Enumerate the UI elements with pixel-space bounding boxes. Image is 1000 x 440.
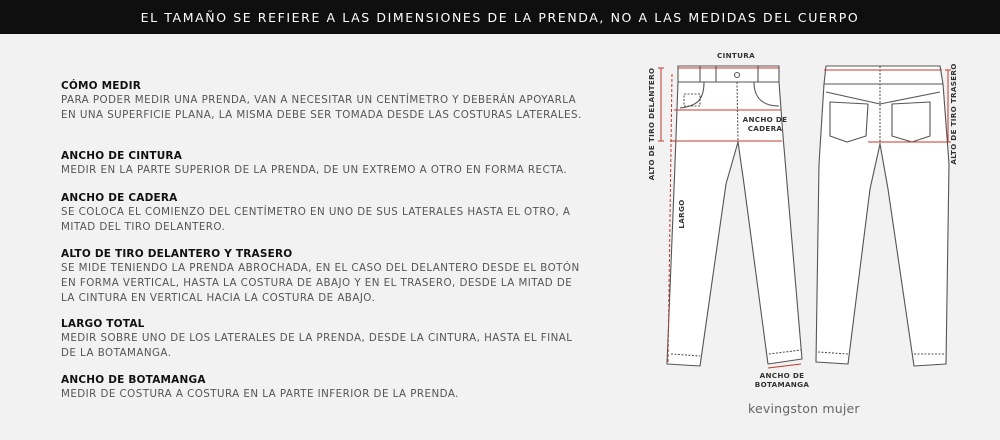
section-body-line: SE COLOCA EL COMIENZO DEL CENTÍMETRO EN UNO DE SUS LATERALES HASTA EL OTRO, A xyxy=(61,206,571,218)
section-como-medir xyxy=(61,80,611,123)
label-largo: LARGO xyxy=(677,199,686,229)
botamanga-measure-line xyxy=(768,364,801,368)
label-botamanga-line2: BOTAMANGA xyxy=(754,380,810,389)
banner-text: EL TAMAÑO SE REFIERE A LAS DIMENSIONES DE LA PRENDA, NO A LAS MEDIDAS DEL CUERPO xyxy=(140,9,860,25)
back-pants-illustration xyxy=(816,66,949,366)
label-tiro-delantero: ALTO DE TIRO DELANTERO xyxy=(647,67,656,181)
section-body xyxy=(61,93,611,123)
section-ancho-cintura xyxy=(61,150,611,178)
section-title: CÓMO MEDIR xyxy=(61,80,141,92)
section-title: LARGO TOTAL xyxy=(61,318,145,330)
section-body-line: EN FORMA VERTICAL, HASTA LA COSTURA DE ABAJO Y EN EL TRASERO, DESDE LA MITAD DE xyxy=(61,277,573,289)
section-body xyxy=(61,163,611,178)
section-body-line: PARA PODER MEDIR UNA PRENDA, VAN A NECESITAR UN CENTÍMETRO Y DEBERÁN APOYARLA xyxy=(61,94,577,106)
section-title: ANCHO DE CADERA xyxy=(61,192,178,204)
jeans-measurement-diagram xyxy=(640,44,980,394)
brand-logo: kevingston mujer xyxy=(748,401,860,416)
section-body-line: MITAD DEL TIRO DELANTERO. xyxy=(61,221,226,233)
section-body-line: MEDIR SOBRE UNO DE LOS LATERALES DE LA PRENDA, DESDE LA CINTURA, HASTA EL FINAL xyxy=(61,332,573,344)
section-body xyxy=(61,261,611,306)
section-largo-total xyxy=(61,318,611,361)
section-title: ANCHO DE CINTURA xyxy=(61,150,183,162)
section-body xyxy=(61,331,611,361)
section-body-line: MEDIR DE COSTURA A COSTURA EN LA PARTE INFERIOR DE LA PRENDA. xyxy=(61,388,459,400)
section-body-line: SE MIDE TENIENDO LA PRENDA ABROCHADA, EN EL CASO DEL DELANTERO DESDE EL BOTÓN xyxy=(61,262,580,274)
section-body-line: LA CINTURA EN VERTICAL HACIA LA COSTURA DE ABAJO. xyxy=(61,292,376,304)
section-alto-tiro xyxy=(61,248,611,306)
front-pants-illustration xyxy=(667,66,802,366)
label-tiro-trasero: ALTO DE TIRO TRASERO xyxy=(949,63,958,165)
section-body xyxy=(61,387,611,402)
section-body xyxy=(61,205,611,235)
section-body-line: EN UNA SUPERFICIE PLANA, LA MISMA DEBE SER TOMADA DESDE LAS COSTURAS LATERALES. xyxy=(61,109,582,121)
section-title: ANCHO DE BOTAMANGA xyxy=(61,374,206,386)
section-title: ALTO DE TIRO DELANTERO Y TRASERO xyxy=(61,248,293,260)
label-cadera-line2: CADERA xyxy=(747,124,783,133)
label-botamanga-line1: ANCHO DE xyxy=(759,371,805,380)
section-ancho-cadera xyxy=(61,192,611,235)
label-cintura: CINTURA xyxy=(717,51,755,60)
label-cadera-line1: ANCHO DE xyxy=(742,115,788,124)
top-banner xyxy=(0,0,1000,34)
section-ancho-botamanga xyxy=(61,374,611,402)
section-body-line: DE LA BOTAMANGA. xyxy=(61,347,172,359)
section-body-line: MEDIR EN LA PARTE SUPERIOR DE LA PRENDA, DE UN EXTREMO A OTRO EN FORMA RECTA. xyxy=(61,164,568,176)
